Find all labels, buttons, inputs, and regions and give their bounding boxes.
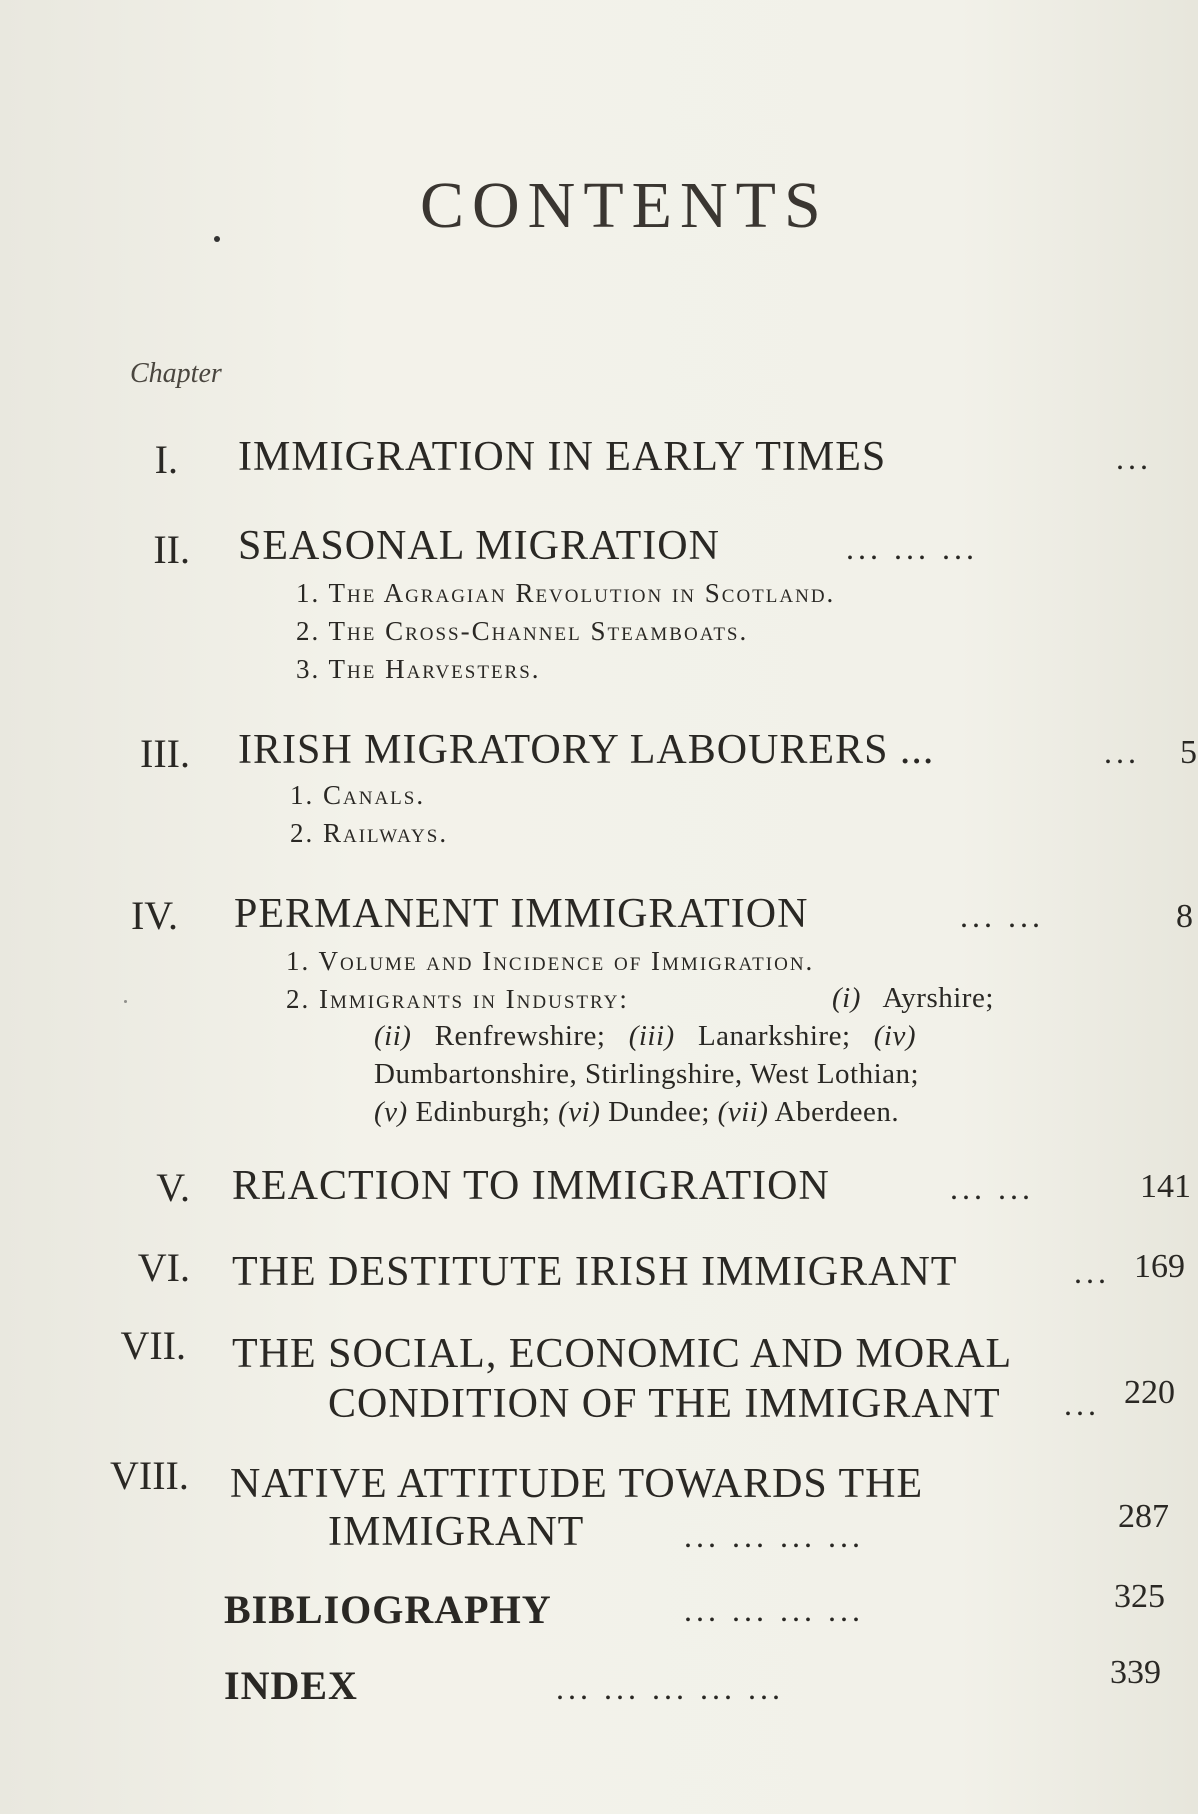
place-name: Ayrshire;: [882, 982, 994, 1014]
section-item: 1. The Agragian Revolution in Scotland.: [296, 578, 836, 608]
place-index: (v): [374, 1096, 408, 1128]
leader-dots: ...: [1104, 734, 1140, 770]
page-number: 339: [1110, 1654, 1161, 1691]
place-name: Renfrewshire;: [434, 1020, 606, 1052]
section-item: 2. The Cross-Channel Steamboats.: [296, 616, 749, 646]
chapter-title: THE DESTITUTE IRISH IMMIGRANT: [232, 1249, 958, 1295]
chapter-number: III.: [140, 731, 190, 776]
leader-dots: ... ... ...: [846, 530, 978, 566]
section-item: 3. The Harvesters.: [296, 654, 541, 684]
leader-dots: ... ... ... ... ...: [556, 1670, 784, 1706]
chapter-number: VIII.: [110, 1453, 189, 1498]
chapter-number: II.: [153, 527, 190, 572]
page-number: 325: [1114, 1578, 1165, 1615]
ink-speck: [124, 1000, 127, 1003]
place-index: (iii): [628, 1020, 675, 1052]
place-index: (vii): [717, 1096, 769, 1128]
page-number: 8: [1176, 898, 1193, 935]
place-index: (iv): [873, 1020, 917, 1052]
chapter-number: VI.: [137, 1245, 190, 1290]
chapter-title: NATIVE ATTITUDE TOWARDS THE: [230, 1461, 924, 1507]
page-title: CONTENTS: [420, 169, 829, 242]
chapter-title: PERMANENT IMMIGRATION: [234, 891, 809, 937]
chapter-number: I.: [154, 437, 178, 482]
page-number: 5: [1180, 734, 1197, 771]
leader-dots: ...: [1116, 440, 1152, 476]
place-list-line-3: Dumbartonshire, Stirlingshire, West Lothian;: [374, 1058, 920, 1090]
place-name: Edinburgh;: [415, 1096, 551, 1128]
page-number: 287: [1118, 1498, 1169, 1535]
chapter-title-continued: CONDITION OF THE IMMIGRANT: [328, 1381, 1001, 1427]
place-index: (vi): [558, 1096, 601, 1128]
chapter-title: IRISH MIGRATORY LABOURERS ...: [238, 727, 935, 773]
chapter-title: BIBLIOGRAPHY: [224, 1587, 552, 1632]
chapter-number: VII.: [120, 1323, 186, 1368]
chapter-title: IMMIGRATION IN EARLY TIMES: [238, 434, 887, 480]
chapter-title-continued: IMMIGRANT: [328, 1509, 585, 1555]
chapter-title: SEASONAL MIGRATION: [238, 523, 720, 569]
leader-dots: ... ...: [960, 898, 1044, 934]
chapter-title: REACTION TO IMMIGRATION: [232, 1163, 830, 1209]
place-list-line-4: [374, 1096, 899, 1129]
section-item: 1. Volume and Incidence of Immigration.: [286, 946, 815, 976]
chapter-number: IV.: [130, 893, 178, 938]
chapter-number: V.: [156, 1165, 190, 1210]
place-list-line-2: [374, 1020, 916, 1053]
chapter-title: INDEX: [224, 1663, 358, 1708]
chapter-title: THE SOCIAL, ECONOMIC AND MORAL: [232, 1331, 1013, 1377]
leader-dots: ...: [1074, 1254, 1110, 1290]
ink-speck: [214, 236, 220, 242]
page-number: 220: [1124, 1374, 1175, 1411]
leader-dots: ... ...: [950, 1170, 1034, 1206]
place-index: (ii): [374, 1020, 412, 1052]
place-list-line-1: [832, 982, 994, 1015]
page-number: 169: [1134, 1248, 1185, 1285]
chapter-column-label: Chapter: [130, 358, 222, 389]
place-name: Lanarkshire;: [697, 1020, 851, 1052]
place-name: Dundee;: [608, 1096, 710, 1128]
section-item: 2. Immigrants in Industry:: [286, 984, 629, 1014]
place-name: Aberdeen.: [774, 1096, 900, 1128]
leader-dots: ... ... ... ...: [684, 1592, 864, 1628]
leader-dots: ...: [1064, 1386, 1100, 1422]
section-item: 1. Canals.: [290, 780, 426, 810]
page-number: 141: [1140, 1168, 1191, 1205]
place-index: (i): [832, 982, 861, 1014]
leader-dots: ... ... ... ...: [684, 1518, 864, 1554]
section-item: 2. Railways.: [290, 818, 449, 848]
